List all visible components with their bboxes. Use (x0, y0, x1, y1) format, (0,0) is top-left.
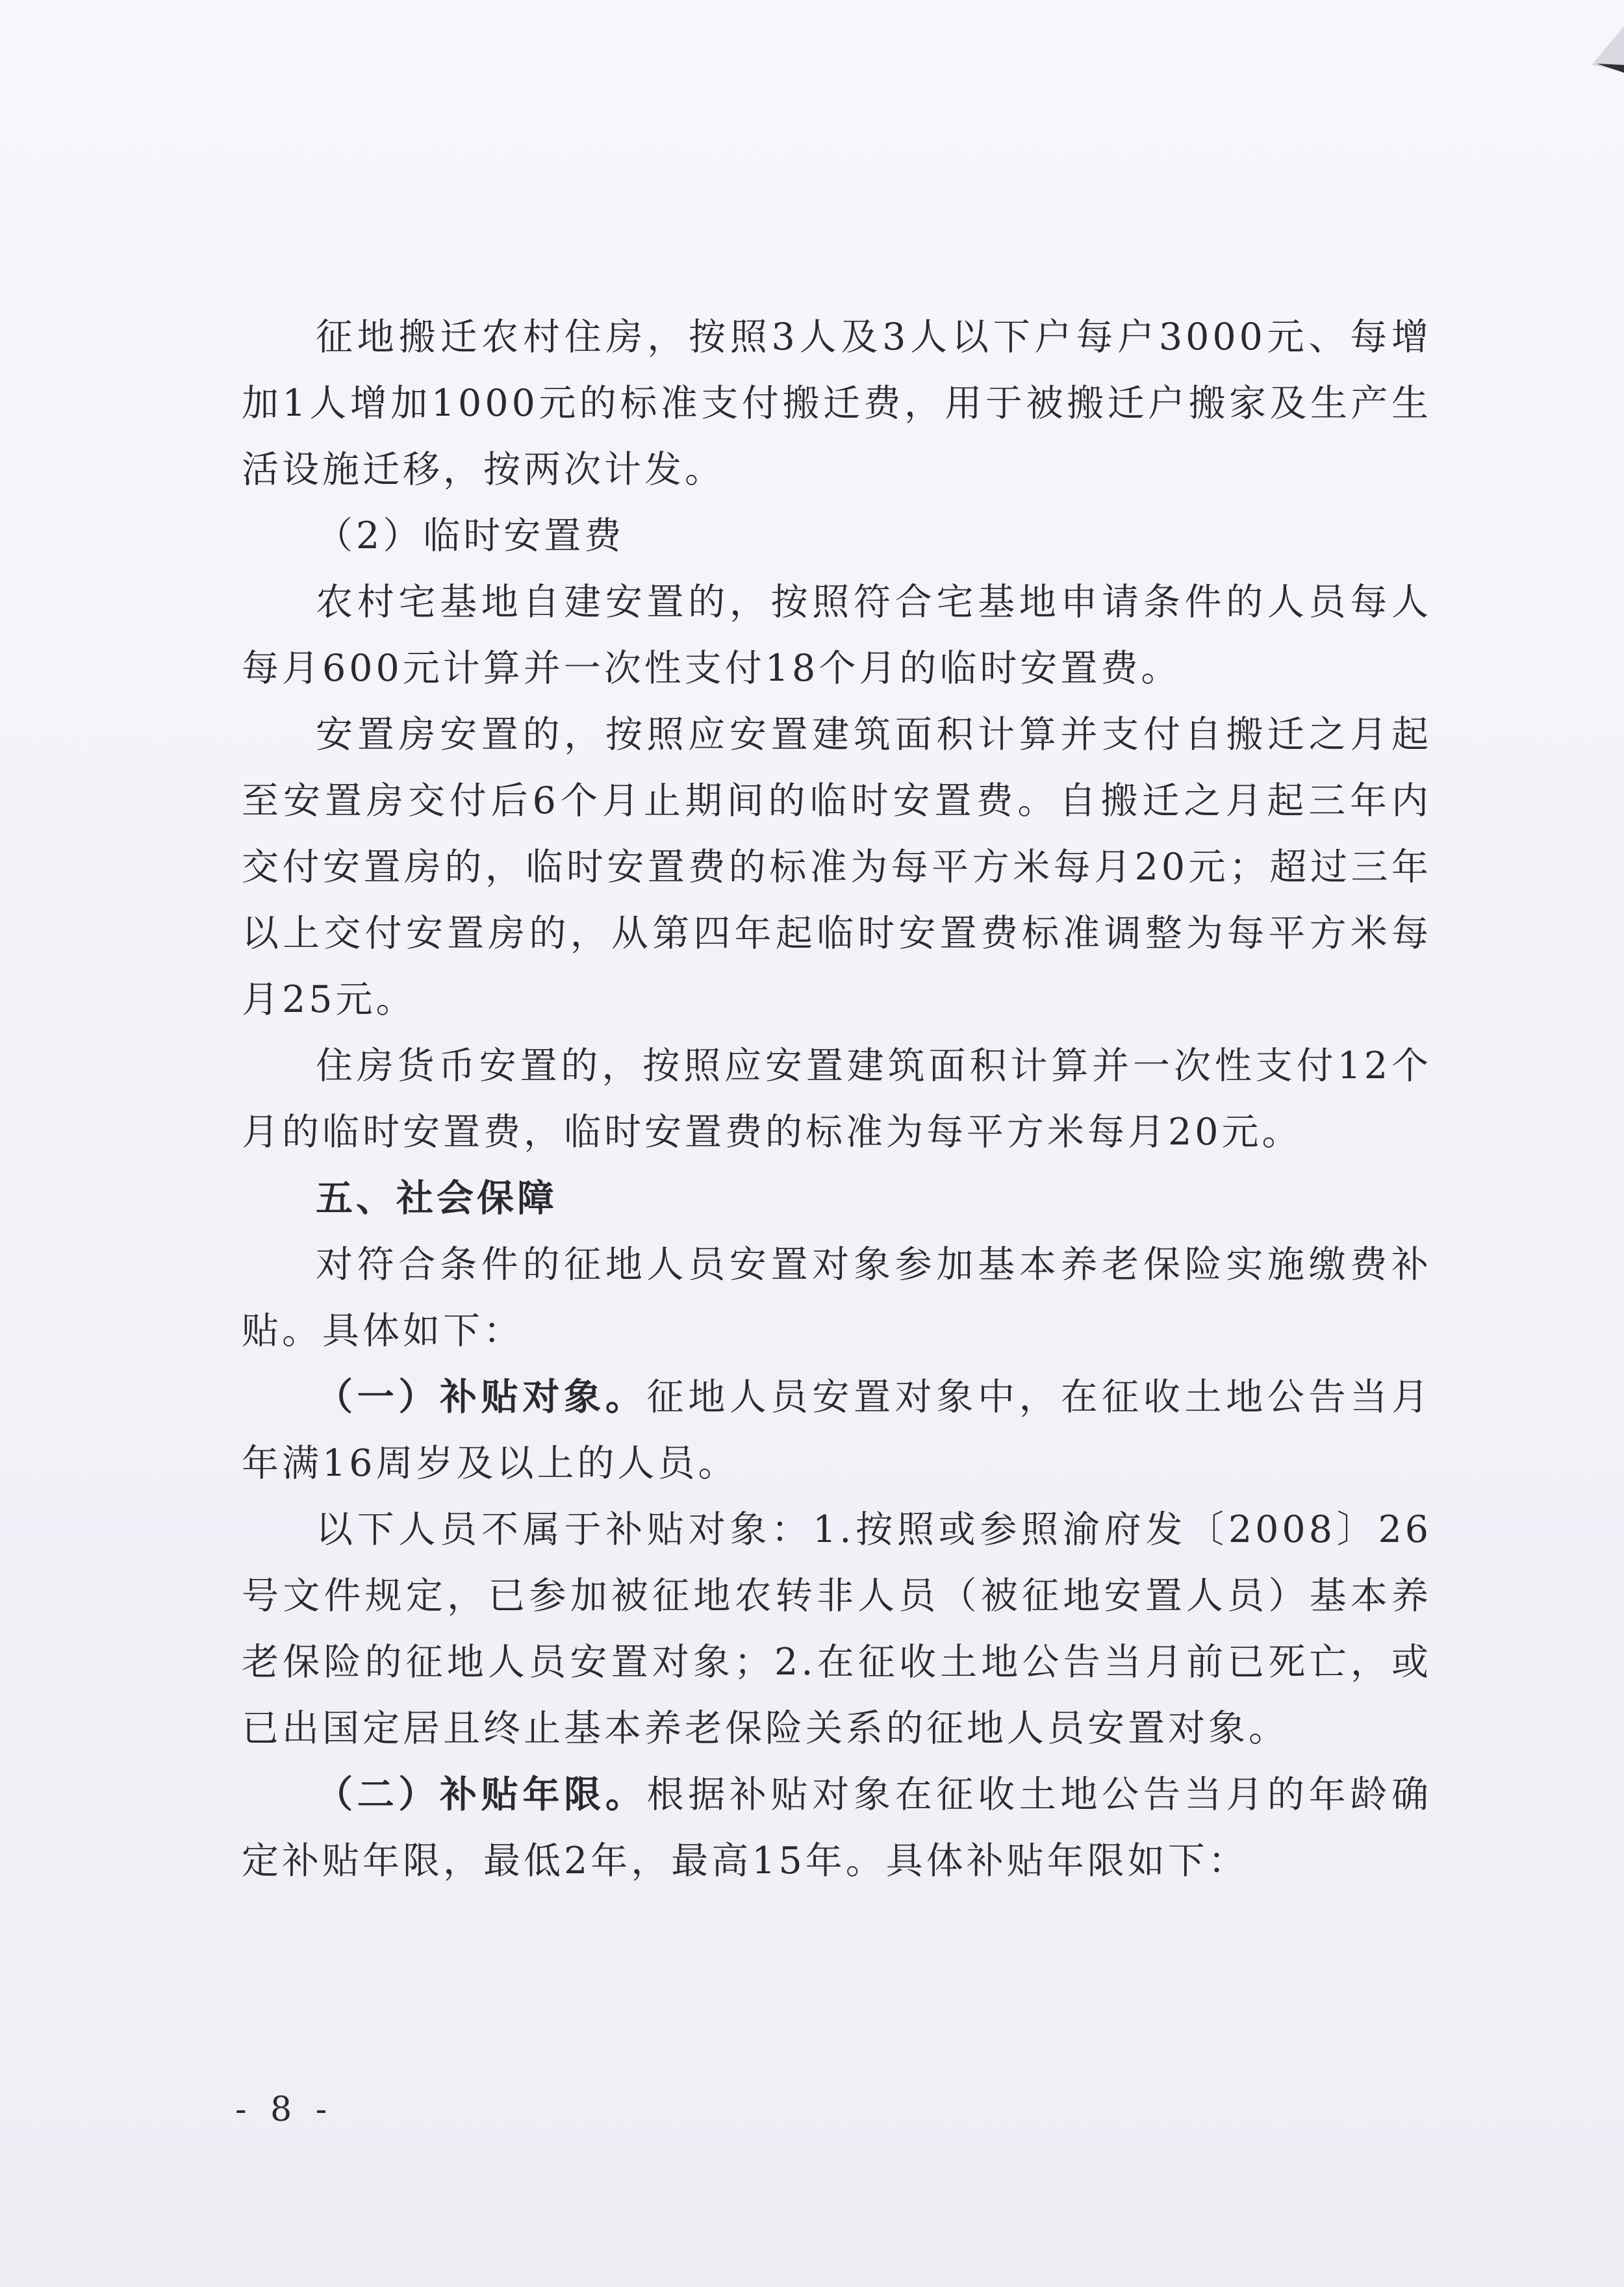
paragraph-relocation-fee: 征地搬迁农村住房，按照3人及3人以下户每户3000元、每增加1人增加1000元的标准支付搬迁费，用于被搬迁户搬家及生产生活设施迁移，按两次计发。 (242, 316, 1432, 491)
paragraph-housing-resettlement: 安置房安置的，按照应安置建筑面积计算并支付自搬迁之月起至安置房交付后6个月止期间的临时安置费。自搬迁之月起三年内交付安置房的，临时安置费的标准为每平方米每月20元；超过三年以上交付安置房的，从第四年起临时安置费标准调整为每平方米每月25元。 (242, 713, 1432, 1021)
page-corner-fold-icon (1566, 26, 1624, 84)
text-subsidy-targets: 征地人员安置对象中，在征收土地公告当月年满16周岁及以上的人员。 (242, 1376, 1432, 1485)
section-heading-social-security: 五、社会保障 (316, 1177, 557, 1220)
label-subsidy-years: （二）补贴年限。 (316, 1773, 647, 1816)
paragraph-homestead-resettlement: 农村宅基地自建安置的，按照符合宅基地申请条件的人员每人每月600元计算并一次性支付18个月的临时安置费。 (242, 581, 1432, 690)
page-number: - 8 - (235, 2090, 334, 2129)
paragraph-monetary-resettlement: 住房货币安置的，按照应安置建筑面积计算并一次性支付12个月的临时安置费，临时安置费的标准为每平方米每月20元。 (242, 1044, 1432, 1154)
paragraph-pension-subsidy-intro: 对符合条件的征地人员安置对象参加基本养老保险实施缴费补贴。具体如下： (242, 1243, 1432, 1352)
document-body (242, 304, 1432, 1894)
paragraph-subsidy-years (242, 1762, 1432, 1894)
subheading-temporary-resettlement-fee: （2）临时安置费 (316, 514, 625, 557)
text-subsidy-years: 根据补贴对象在征收土地公告当月的年龄确定补贴年限，最低2年，最高15年。具体补贴年限如下： (242, 1773, 1432, 1882)
paragraph-subsidy-targets (242, 1364, 1432, 1497)
label-subsidy-targets: （一）补贴对象。 (316, 1376, 647, 1419)
paragraph-excluded-persons: 以下人员不属于补贴对象：1.按照或参照渝府发〔2008〕26号文件规定，已参加被征地农转非人员（被征地安置人员）基本养老保险的征地人员安置对象；2.在征收土地公告当月前已死亡，或已出国定居且终止基本养老保险关系的征地人员安置对象。 (242, 1508, 1432, 1750)
